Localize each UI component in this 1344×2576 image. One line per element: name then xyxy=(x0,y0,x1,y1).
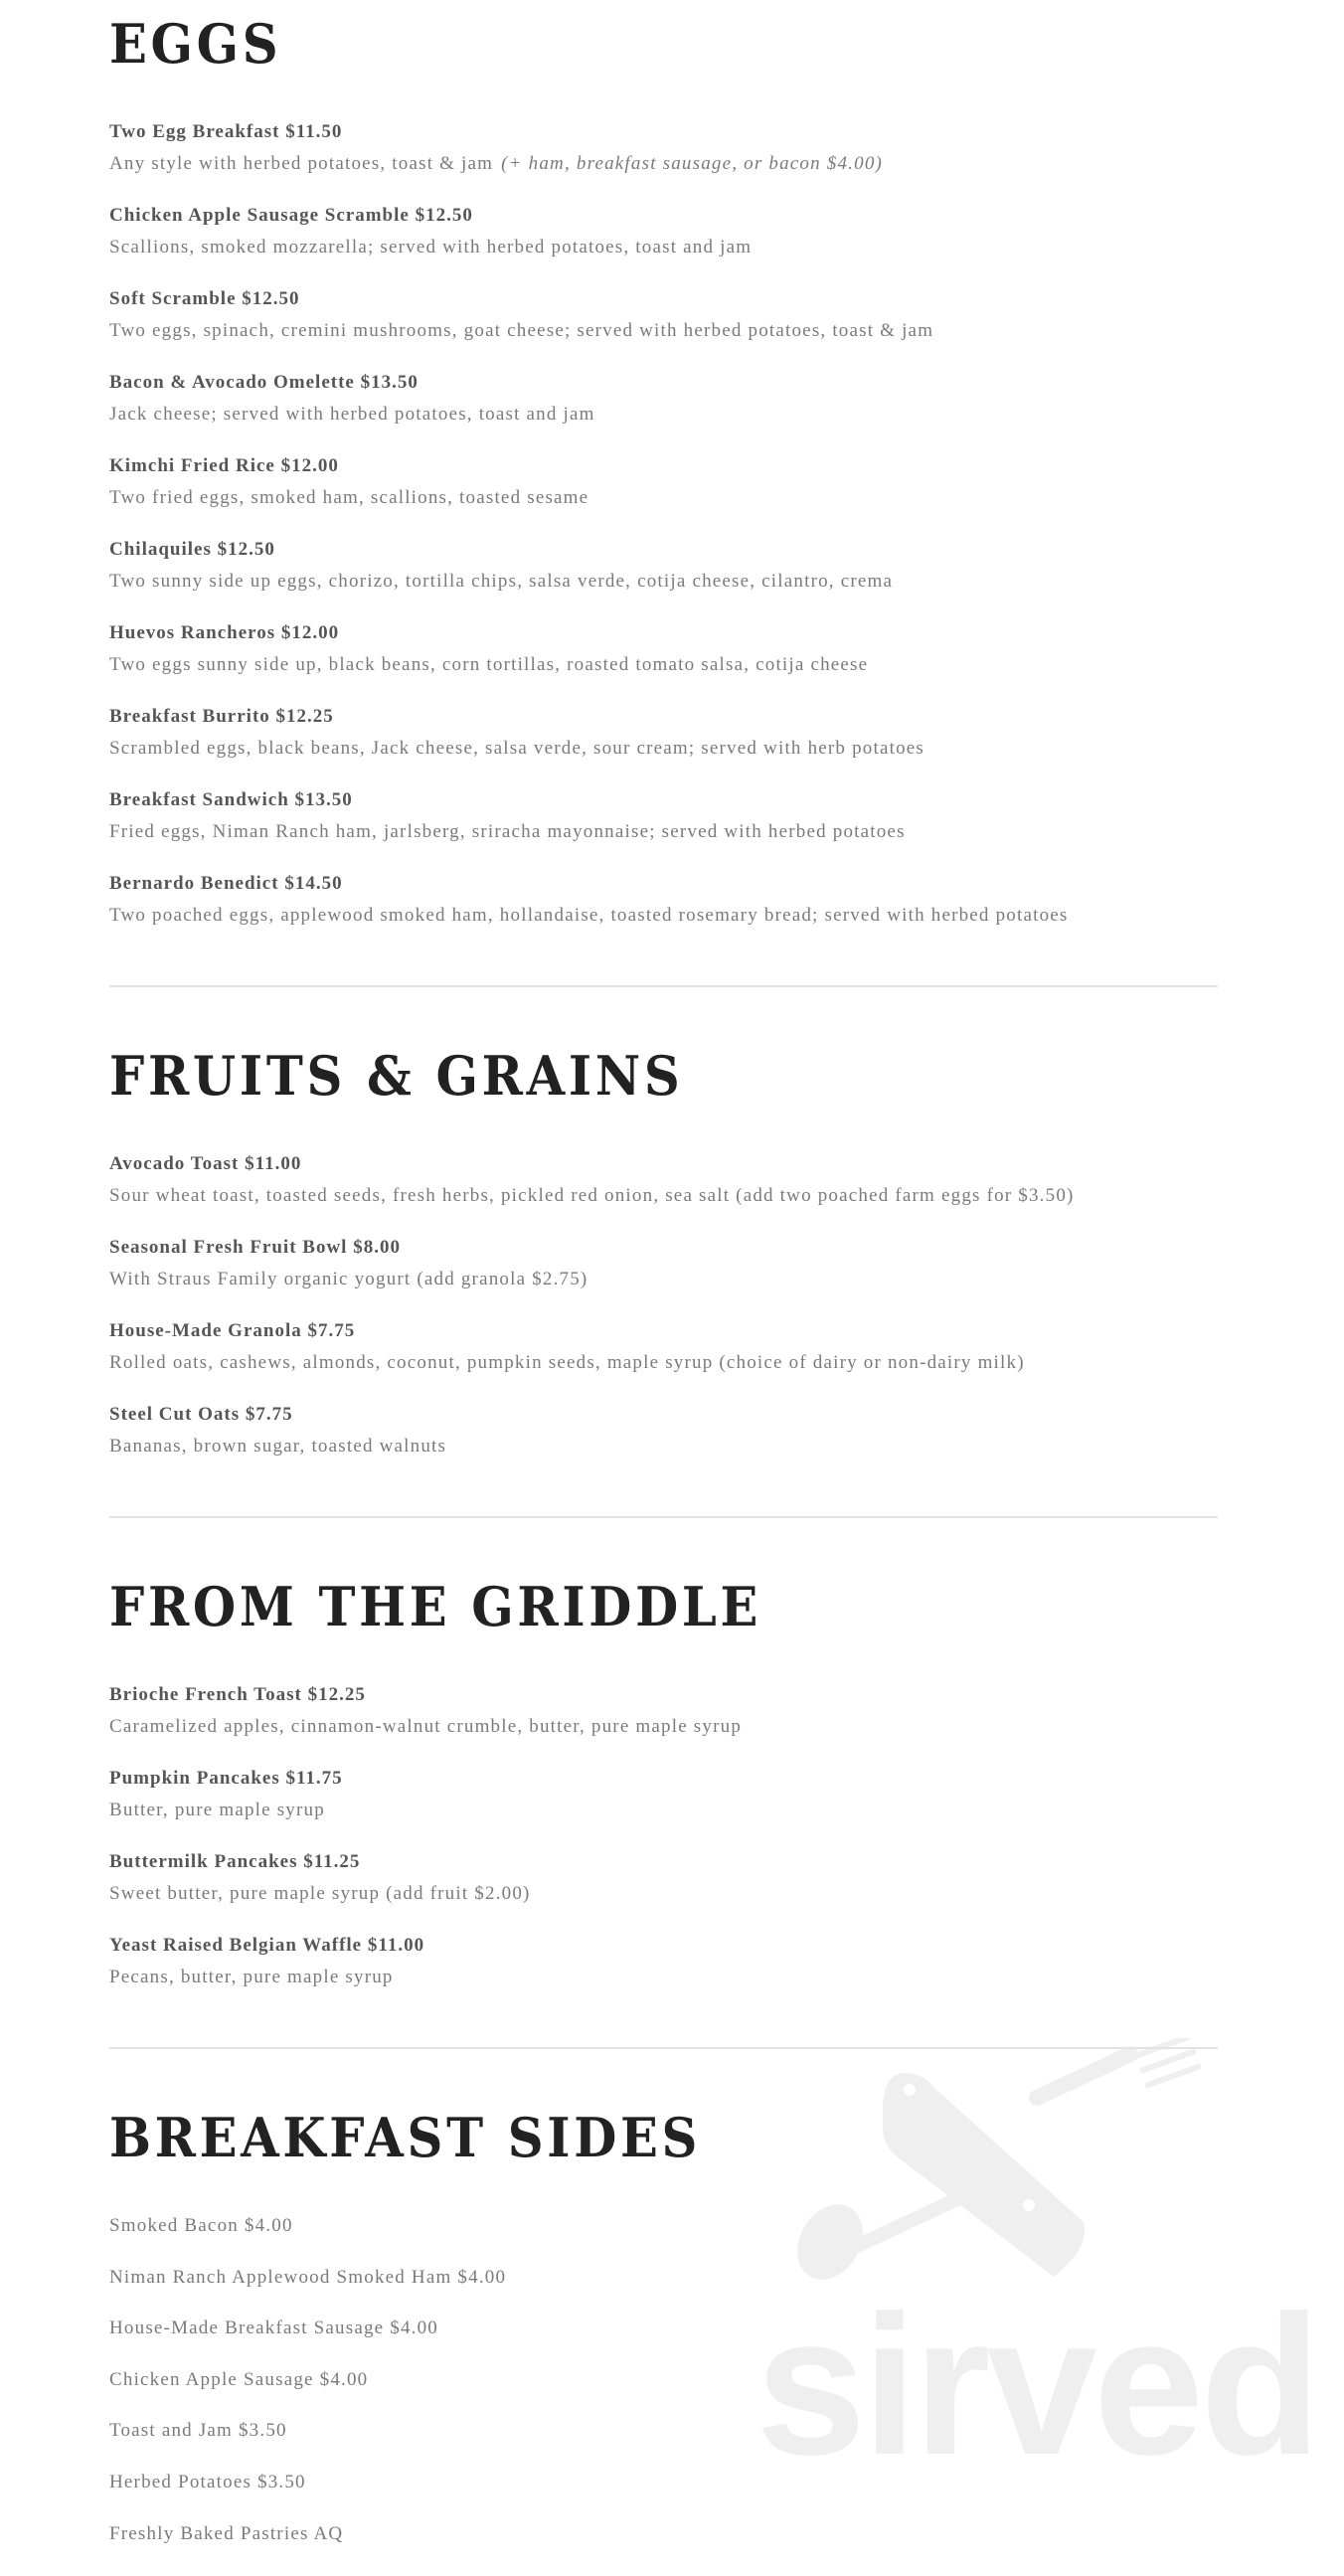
menu-item xyxy=(109,1148,1218,1212)
item-description: Two poached eggs, applewood smoked ham, hollandaise, toasted rosemary bread; served with herbed potatoes xyxy=(109,905,1069,926)
item-name: Buttermilk Pancakes $11.25 xyxy=(109,1851,361,1872)
item-name: Soft Scramble $12.50 xyxy=(109,288,300,309)
side-item: Toast and Jam $3.50 xyxy=(109,2420,287,2442)
item-description: With Straus Family organic yogurt (add granola $2.75) xyxy=(109,1269,588,1289)
section-divider xyxy=(109,985,1218,987)
item-name: Seasonal Fresh Fruit Bowl $8.00 xyxy=(109,1237,401,1258)
menu-item xyxy=(109,1232,1218,1295)
menu-list xyxy=(109,116,1218,932)
item-name: Chilaquiles $12.50 xyxy=(109,539,275,560)
item-description: Two fried eggs, smoked ham, scallions, toasted sesame xyxy=(109,487,589,508)
item-description: Two sunny side up eggs, chorizo, tortilla chips, salsa verde, cotija cheese, cilantro, crema xyxy=(109,571,894,592)
item-name: Brioche French Toast $12.25 xyxy=(109,1684,366,1705)
section-divider xyxy=(109,2047,1218,2049)
item-name: Steel Cut Oats $7.75 xyxy=(109,1404,293,1425)
item-name: Pumpkin Pancakes $11.75 xyxy=(109,1768,343,1789)
item-description: Sweet butter, pure maple syrup (add fruit $2.00) xyxy=(109,1883,531,1904)
item-description: Butter, pure maple syrup xyxy=(109,1800,325,1820)
item-description: Fried eggs, Niman Ranch ham, jarlsberg, sriracha mayonnaise; served with herbed potatoes xyxy=(109,821,906,842)
menu-item xyxy=(109,868,1218,932)
side-item: Herbed Potatoes $3.50 xyxy=(109,2471,306,2492)
section-title: FRUITS & GRAINS xyxy=(109,1044,684,1108)
menu-item xyxy=(109,1315,1218,1379)
section-title: FROM THE GRIDDLE xyxy=(109,1575,761,1638)
section-from-the-griddle xyxy=(109,1575,1218,1993)
menu-item xyxy=(109,1763,1218,1826)
menu-item xyxy=(109,450,1218,514)
item-description: Two eggs sunny side up, black beans, corn tortillas, roasted tomato salsa, cotija cheese xyxy=(109,654,869,675)
side-item: House-Made Breakfast Sausage $4.00 xyxy=(109,2318,438,2339)
side-item: Niman Ranch Applewood Smoked Ham $4.00 xyxy=(109,2266,507,2288)
section-fruits-grains xyxy=(109,1044,1218,1462)
watermark-text: sirved xyxy=(756,2275,1318,2496)
menu-item xyxy=(109,283,1218,347)
item-name: Bacon & Avocado Omelette $13.50 xyxy=(109,372,419,393)
item-description: Sour wheat toast, toasted seeds, fresh herbs, pickled red onion, sea salt (add two poached farm eggs for $3.50) xyxy=(109,1185,1075,1206)
menu-item xyxy=(109,617,1218,681)
menu-item xyxy=(109,200,1218,263)
section-title: EGGS xyxy=(109,12,282,76)
item-name: Kimchi Fried Rice $12.00 xyxy=(109,455,339,476)
menu-item xyxy=(109,534,1218,598)
menu-item xyxy=(109,1846,1218,1910)
side-item: Smoked Bacon $4.00 xyxy=(109,2215,293,2236)
item-name: Avocado Toast $11.00 xyxy=(109,1153,302,1174)
menu-item xyxy=(109,1399,1218,1462)
item-description-text: Any style with herbed potatoes, toast & jam xyxy=(109,153,494,174)
menu-item xyxy=(109,1930,1218,1993)
item-description: Two eggs, spinach, cremini mushrooms, goat cheese; served with herbed potatoes, toast & jam xyxy=(109,320,934,341)
side-item: Freshly Baked Pastries AQ xyxy=(109,2522,344,2544)
side-item: Chicken Apple Sausage $4.00 xyxy=(109,2368,369,2390)
item-name: Breakfast Sandwich $13.50 xyxy=(109,789,353,810)
menu-list xyxy=(109,1148,1218,1462)
item-description: Scrambled eggs, black beans, Jack cheese, salsa verde, sour cream; served with herb potatoes xyxy=(109,738,924,759)
section-breakfast-sides xyxy=(109,2106,1218,2550)
menu-item xyxy=(109,784,1218,848)
menu-list xyxy=(109,1679,1218,1993)
item-addon-note: (+ ham, breakfast sausage, or bacon $4.00) xyxy=(501,153,884,174)
section-divider xyxy=(109,1516,1218,1518)
menu-item xyxy=(109,367,1218,430)
sides-list xyxy=(109,2210,1218,2550)
item-name: Chicken Apple Sausage Scramble $12.50 xyxy=(109,205,473,226)
item-description xyxy=(109,148,1218,180)
item-name: Yeast Raised Belgian Waffle $11.00 xyxy=(109,1935,425,1956)
item-description: Rolled oats, cashews, almonds, coconut, pumpkin seeds, maple syrup (choice of dairy or non-dairy milk) xyxy=(109,1352,1025,1373)
menu-item xyxy=(109,116,1218,180)
item-name: Bernardo Benedict $14.50 xyxy=(109,873,343,894)
item-name: Two Egg Breakfast $11.50 xyxy=(109,121,343,142)
section-eggs xyxy=(109,12,1218,932)
item-name: House-Made Granola $7.75 xyxy=(109,1320,356,1341)
item-description: Scallions, smoked mozzarella; served with herbed potatoes, toast and jam xyxy=(109,237,753,258)
item-name: Huevos Rancheros $12.00 xyxy=(109,622,340,643)
item-description: Bananas, brown sugar, toasted walnuts xyxy=(109,1436,447,1457)
item-description: Jack cheese; served with herbed potatoes, toast and jam xyxy=(109,404,595,425)
item-description: Pecans, butter, pure maple syrup xyxy=(109,1967,394,1987)
item-description: Caramelized apples, cinnamon-walnut crumble, butter, pure maple syrup xyxy=(109,1716,743,1737)
menu-item xyxy=(109,701,1218,765)
item-name: Breakfast Burrito $12.25 xyxy=(109,706,334,727)
section-title: BREAKFAST SIDES xyxy=(109,2106,702,2169)
menu-item xyxy=(109,1679,1218,1743)
